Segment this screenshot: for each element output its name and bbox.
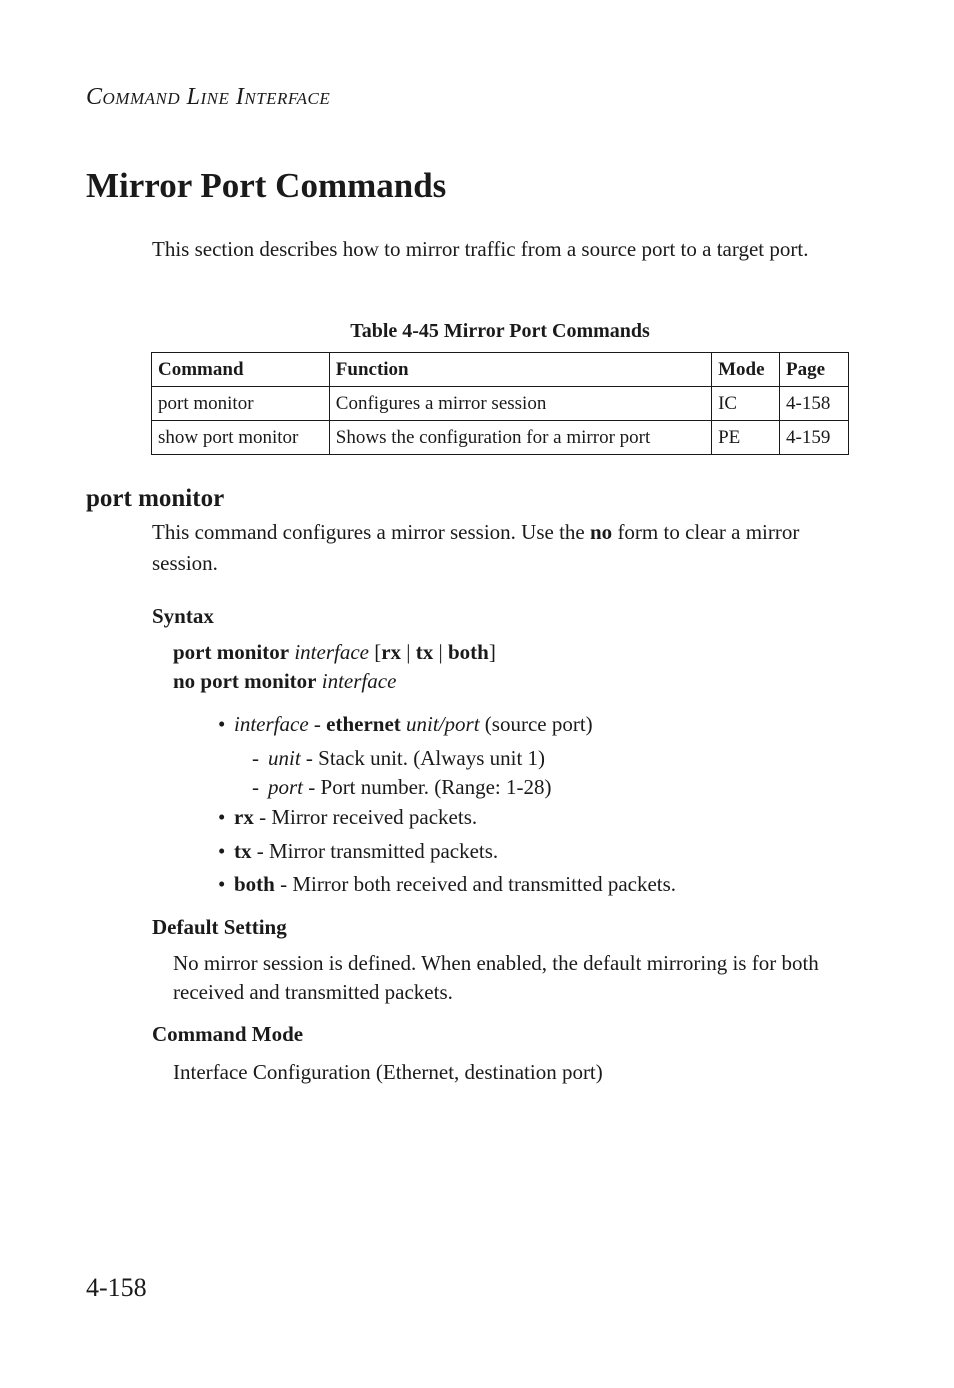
cell-function: Configures a mirror session (329, 387, 711, 421)
table-caption: Table 4-45 Mirror Port Commands (350, 320, 650, 342)
param-name: port (268, 775, 304, 799)
default-setting-text: No mirror session is defined. When enabled, the default mirroring is for both received and transmitted packets. (173, 951, 819, 1004)
header-function: Function (329, 353, 711, 387)
param-desc: (source port) (479, 712, 593, 736)
bullet-dot: • (218, 712, 226, 736)
param-desc: - Port number. (Range: 1-28) (303, 775, 552, 799)
commands-table (151, 352, 849, 455)
page-number: 4-158 (86, 1273, 147, 1302)
bullet-dot: • (218, 872, 226, 896)
param-unit (252, 744, 546, 773)
default-setting-heading: Default Setting (152, 915, 287, 939)
syntax-sep: | (401, 640, 416, 664)
cell-command: port monitor (152, 387, 330, 421)
syntax-tx: tx (415, 640, 434, 664)
command-mode-text: Interface Configuration (Ethernet, destination port) (173, 1060, 603, 1084)
running-header (86, 84, 330, 111)
header-c3: I (235, 84, 245, 110)
param-desc: - Mirror transmitted packets. (251, 839, 499, 863)
syntax-line-1 (173, 638, 496, 667)
cell-command: show port monitor (152, 421, 330, 455)
cell-mode: PE (712, 421, 780, 455)
param-dash: - (308, 712, 327, 736)
desc-no-keyword: no (590, 520, 613, 544)
param-port (252, 773, 552, 802)
header-r2: INE (200, 89, 230, 108)
cell-page: 4-158 (780, 387, 849, 421)
header-page: Page (780, 353, 849, 387)
param-name: tx (234, 839, 252, 863)
param-name: unit (268, 746, 301, 770)
syntax-both: both (447, 640, 489, 664)
header-mode: Mode (712, 353, 780, 387)
header-c2: L (186, 84, 201, 110)
command-mode-heading: Command Mode (152, 1022, 304, 1046)
bullet-dot: • (218, 805, 226, 829)
header-r1: OMMAND (102, 89, 181, 108)
syntax-cmd: port monitor (173, 640, 290, 664)
header-c1: C (86, 84, 103, 110)
intro-paragraph: This section describes how to mirror traffic from a source port to a target port. (152, 237, 809, 261)
param-tx (218, 836, 499, 866)
param-desc: - Stack unit. (Always unit 1) (300, 746, 546, 770)
param-name: both (234, 872, 275, 896)
param-name: rx (234, 805, 254, 829)
syntax-close-bracket: ] (488, 640, 496, 664)
param-desc: - Mirror both received and transmitted packets. (274, 872, 677, 896)
header-r3: NTERFACE (244, 89, 331, 108)
syntax-heading: Syntax (152, 604, 214, 628)
sub-dash: - (252, 746, 259, 770)
param-interface (218, 709, 593, 739)
syntax-line-2 (173, 667, 396, 696)
param-rx (218, 802, 478, 832)
sub-dash: - (252, 775, 259, 799)
syntax-arg: interface (294, 640, 369, 664)
bullet-dot: • (218, 839, 226, 863)
syntax-sep: | (433, 640, 448, 664)
syntax-no-cmd: no port monitor (173, 669, 317, 693)
header-command: Command (152, 353, 330, 387)
cell-mode: IC (712, 387, 780, 421)
syntax-arg: interface (321, 669, 397, 693)
cell-page: 4-159 (780, 421, 849, 455)
param-ethernet: ethernet (326, 712, 401, 736)
desc-post: form to clear a mirror session. (152, 520, 800, 575)
table-row (152, 387, 849, 421)
syntax-rx: rx (381, 640, 402, 664)
page-title: Mirror Port Commands (86, 166, 447, 205)
param-both (218, 869, 677, 899)
section-description (152, 517, 852, 579)
syntax-open-bracket: [ (374, 640, 382, 664)
table-header-row (152, 353, 849, 387)
cell-function: Shows the configuration for a mirror port (329, 421, 711, 455)
param-name: interface (234, 712, 309, 736)
param-unit-port: unit/port (406, 712, 480, 736)
param-desc: - Mirror received packets. (253, 805, 478, 829)
section-heading: port monitor (86, 485, 225, 512)
table-row (152, 421, 849, 455)
desc-pre: This command configures a mirror session. Use the (152, 520, 590, 544)
